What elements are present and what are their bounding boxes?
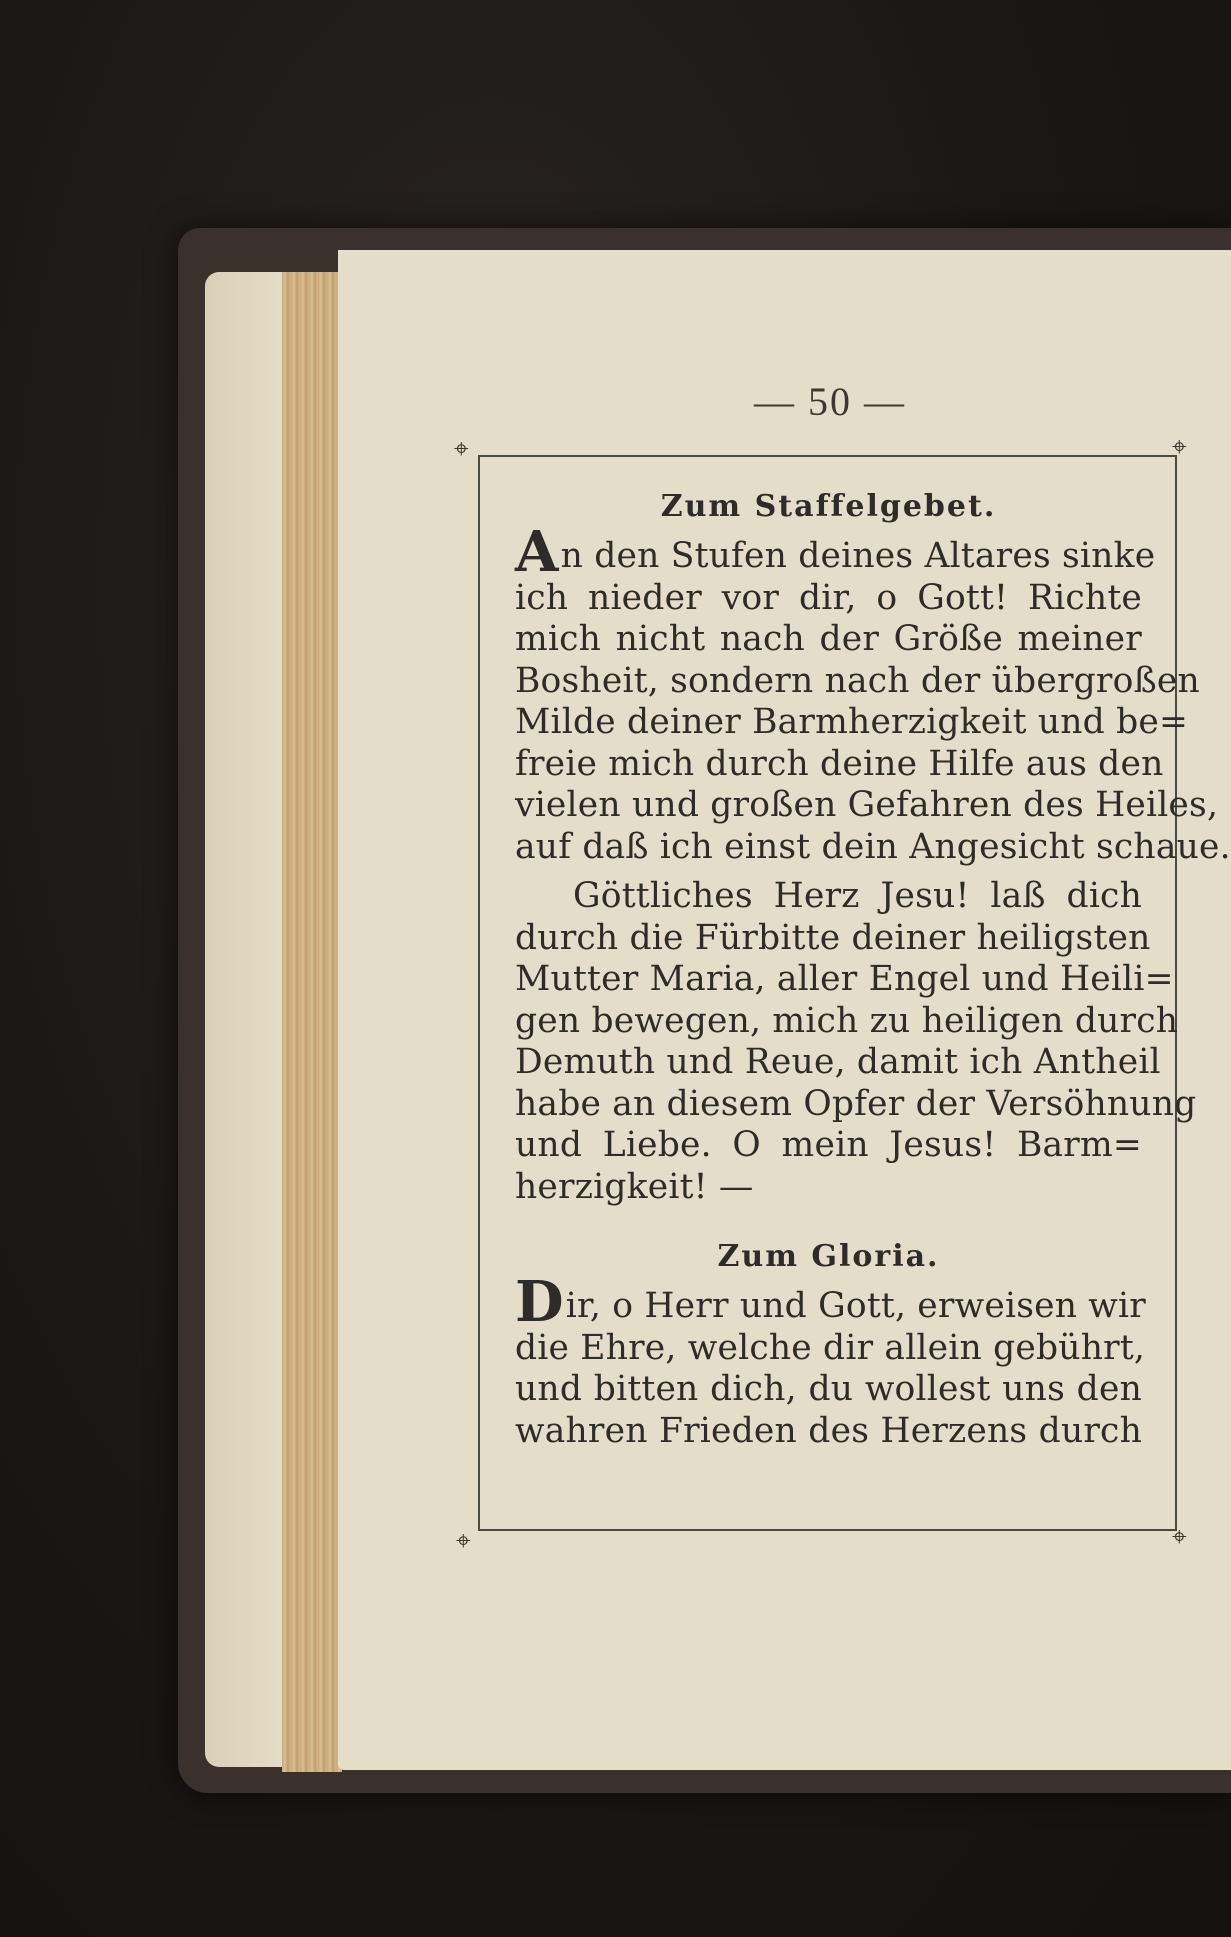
paragraph [515,519,1231,868]
gilded-page-edges [282,272,342,1772]
text-line: freie mich durch deine Hilfe aus den [515,743,1164,784]
text-line: Mutter Maria, aller Engel und Heili= [515,959,1174,999]
prayer-text [515,482,1231,1452]
paragraph [515,876,1197,1208]
text-line: herzigkeit! — [515,1166,754,1207]
text-line: gen bewegen, mich zu heiligen durch [515,1000,1179,1041]
text-line: Dir, o Herr und Gott, erweisen wir [515,1269,1146,1335]
text-line: Demuth und Reue, damit ich Antheil [515,1042,1161,1082]
page-number: — 50 — [754,379,906,424]
text-line: und Liebe. O mein Jesus! Barm= [515,1125,1142,1165]
text-line: ich nieder vor dir, o Gott! Richte [515,577,1142,618]
corner-ornament-icon: ⌖ [456,1526,471,1556]
text-line: Göttliches Herz Jesu! laß dich [573,876,1142,916]
text-line: mich nicht nach der Größe meiner [515,619,1142,659]
drop-cap: D [515,1269,564,1335]
corner-ornament-icon: ⌖ [1172,1522,1187,1552]
section-heading-staffelgebet: Zum Staffelgebet. [660,489,997,524]
paragraph [515,1269,1146,1452]
text-line: Bosheit, sondern nach der übergroßen [515,660,1200,701]
corner-ornament-icon: ⌖ [1172,432,1187,462]
text-line: habe an diesem Opfer der Versöhnung [515,1083,1197,1124]
text-line: Milde deiner Barmherzigkeit und be= [515,702,1189,742]
corner-ornament-icon: ⌖ [454,434,469,464]
text-line: vielen und großen Gefahren des Heiles, [515,785,1219,825]
text-line: durch die Fürbitte deiner heiligsten [515,917,1151,958]
text-line: die Ehre, welche dir allein gebührt, [515,1327,1146,1368]
text-line: auf daß ich einst dein Angesicht schaue. [515,826,1231,867]
text-line: und bitten dich, du wollest uns den [515,1369,1142,1409]
drop-cap: A [515,519,559,585]
text-line: An den Stufen deines Altares sinke [515,519,1156,585]
section-heading-gloria: Zum Gloria. [717,1239,940,1274]
text-line: wahren Frieden des Herzens durch [515,1410,1142,1451]
left-page-edge [205,272,285,1767]
